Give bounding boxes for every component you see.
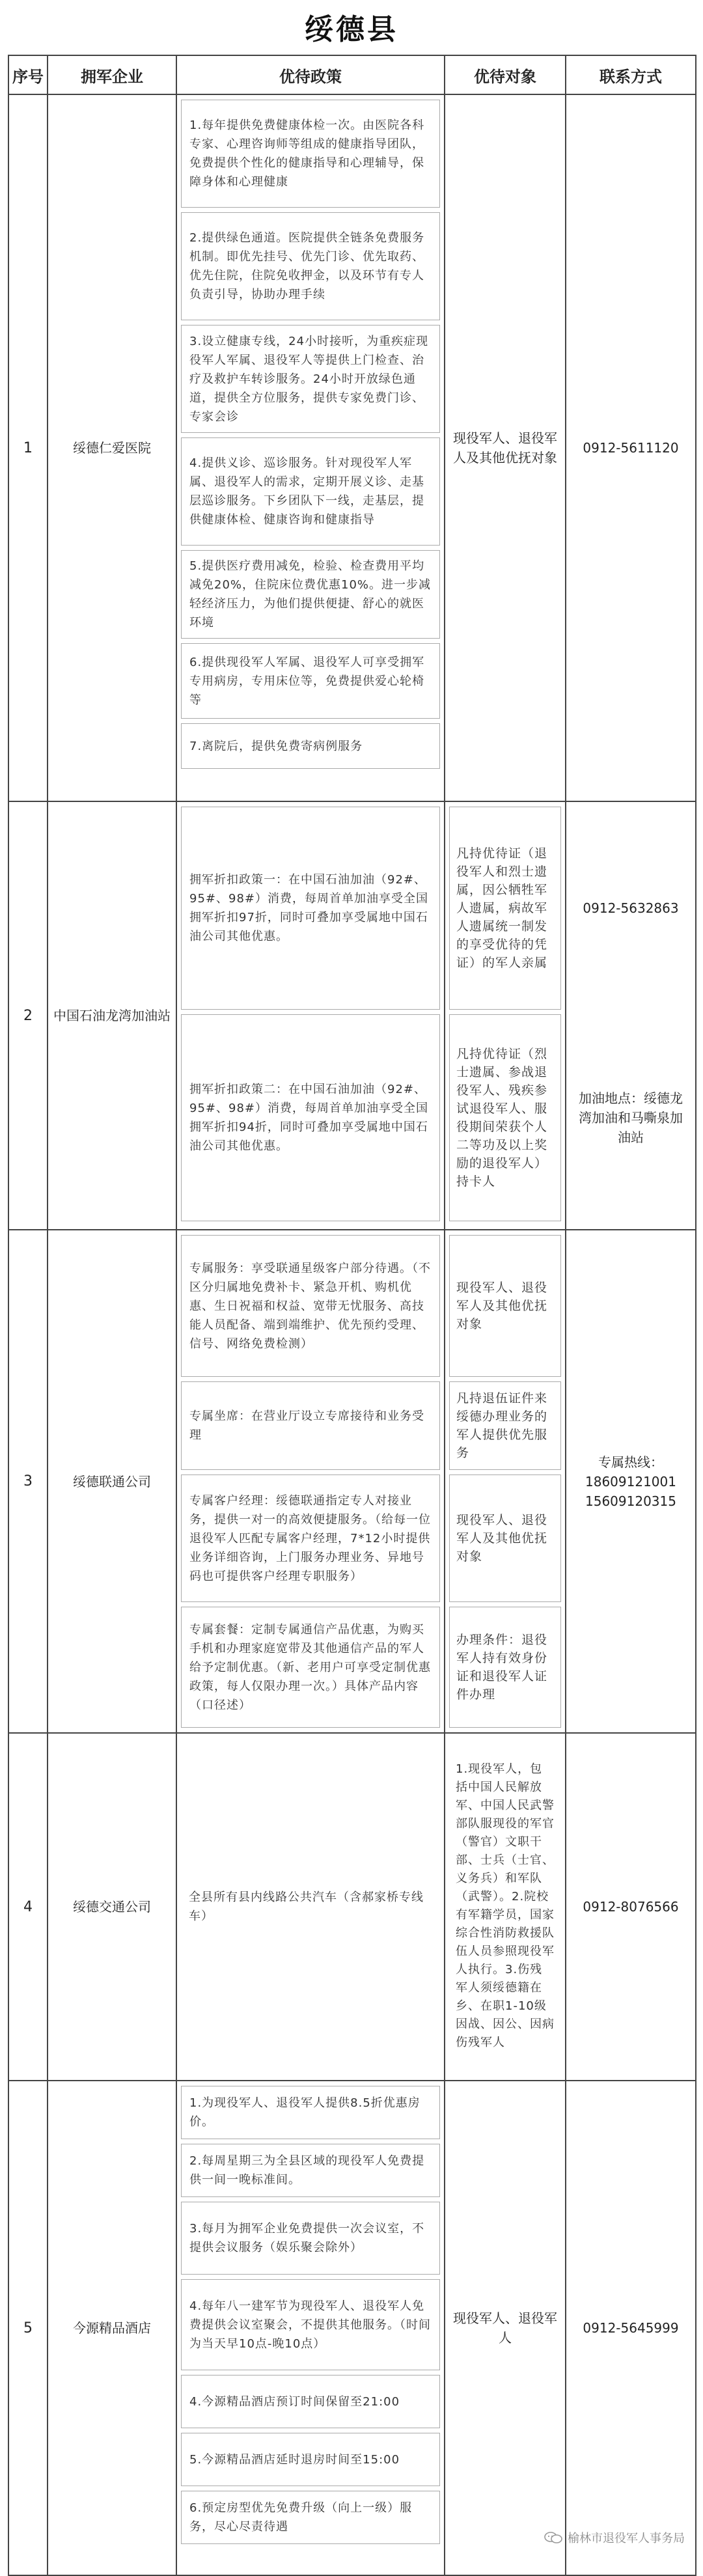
- policy-cell: [176, 801, 445, 1230]
- target-cell: 现役军人、退役军人及其他优抚对象: [445, 94, 566, 801]
- policy-item: 4.每年八一建军节为现役军人、退役军人免费提供会议室聚会，不提供其他服务。（时间为当天早10点-晚10点）: [181, 2279, 440, 2370]
- policy-item: 5.提供医疗费用减免，检验、检查费用平均减免20%，住院床位费优惠10%。进一步减轻经济压力，为他们提供便捷、舒心的就医环境: [181, 550, 440, 639]
- contact-location: 加油地点：绥德龙湾加油和马嘶泉加油站: [579, 1090, 683, 1145]
- policy-cell: [176, 94, 445, 801]
- contact-phone: 0912-5632863: [583, 900, 679, 916]
- table-row: [8, 1230, 696, 1733]
- target-item: 凡持优待证（退役军人和烈士遗属，因公牺牲军人遗属，病故军人遗属统一制发的享受优待的凭证）的军人亲属: [449, 807, 561, 1010]
- header-index: 序号: [8, 55, 48, 94]
- policy-item: 专属坐席：在营业厅设立专席接待和业务受理: [181, 1381, 440, 1470]
- contact-phone: 0912-5645999: [566, 2081, 696, 2575]
- row-index: 1: [8, 94, 48, 801]
- page-title: 绥德县: [305, 13, 398, 46]
- target-cell: 现役军人、退役军人: [445, 2081, 566, 2575]
- company-name: 绥德交通公司: [48, 1733, 176, 2081]
- contact-hotline: 专属热线：18609121001 15609120315: [566, 1230, 696, 1733]
- document-page: [8, 5, 695, 2576]
- policy-cell: [176, 1230, 445, 1733]
- policy-item: 2.提供绿色通道。医院提供全链条免费服务机制。即优先挂号、优先门诊、优先取药、优先住院，住院免收押金，以及环节有专人负责引导，协助办理手续: [181, 212, 440, 320]
- company-name: 今源精品酒店: [48, 2081, 176, 2575]
- policy-item: 1.为现役军人、退役军人提供8.5折优惠房价。: [181, 2086, 440, 2139]
- policy-item: 专属服务：享受联通星级客户部分待遇。（不区分归属地免费补卡、紧急开机、购机优惠、生日祝福和权益、宽带无忧服务、高技能人员配备、端到端维护、优先预约受理、信号、网络免费检测）: [181, 1235, 440, 1377]
- policy-item: 专属客户经理：绥德联通指定专人对接业务，提供一对一的高效便捷服务。（给每一位退役军人匹配专属客户经理，7*12小时提供业务详细咨询，上门服务办理业务、异地号码也可提供客户经理专职服务）: [181, 1475, 440, 1602]
- row-index: 5: [8, 2081, 48, 2575]
- row-index: 2: [8, 801, 48, 1230]
- header-policy: 优待政策: [176, 55, 445, 94]
- table-row: [8, 801, 696, 1230]
- policy-item: 全县所有县内线路公共汽车（含郝家桥专线车）: [189, 1890, 424, 1923]
- row-index: 3: [8, 1230, 48, 1733]
- target-item: 1.现役军人，包括中国人民解放军、中国人民武警部队服现役的军官（警官）文职干部、士兵（士官、义务兵）和军队（武警）。2.院校有军籍学员，国家综合性消防救援队伍人员参照现役军人执行。3.伤残军人须绥德籍在乡、在职1-10级因战、因公、因病伤残军人: [456, 1762, 555, 2049]
- wechat-icon: [544, 2531, 562, 2544]
- header-contact: 联系方式: [566, 55, 696, 94]
- contact-phone: 0912-5611120: [566, 94, 696, 801]
- target-item: 凡持优待证（烈士遗属、参战退役军人、残疾参试退役军人、服役期间荣获个人二等功及以上奖励的退役军人）持卡人: [449, 1014, 561, 1221]
- header-company: 拥军企业: [48, 55, 176, 94]
- company-name: 绥德仁爱医院: [48, 94, 176, 801]
- table-row: [8, 1733, 696, 2081]
- watermark: [544, 2529, 685, 2546]
- table-header-row: [8, 55, 696, 94]
- target-item: 现役军人、退役军人及其他优抚对象: [449, 1475, 561, 1602]
- target-cell: [445, 1733, 566, 2081]
- row-index: 4: [8, 1733, 48, 2081]
- watermark-text: 榆林市退役军人事务局: [568, 2532, 685, 2545]
- policy-item: 拥军折扣政策二：在中国石油加油（92#、95#、98#）消费，每周首单加油享受全国拥军折扣94折，同时可叠加享受属地中国石油公司其他优惠。: [181, 1014, 440, 1221]
- policy-cell: [176, 1733, 445, 2081]
- table-row: [8, 2081, 696, 2575]
- policy-item: 4.今源精品酒店预订时间保留至21:00: [181, 2375, 440, 2428]
- policy-item: 4.提供义诊、巡诊服务。针对现役军人军属、退役军人的需求，定期开展义诊、走基层巡诊服务。下乡团队下一线，走基层，提供健康体检、健康咨询和健康指导: [181, 437, 440, 546]
- contact-cell: [566, 801, 696, 1230]
- benefits-table: [8, 55, 696, 2576]
- target-item: 办理条件：退役军人持有效身份证和退役军人证件办理: [449, 1607, 561, 1728]
- policy-cell: [176, 2081, 445, 2575]
- policy-item: 7.离院后，提供免费寄病例服务: [181, 723, 440, 769]
- policy-item: 专属套餐：定制专属通信产品优惠，为购买手机和办理家庭宽带及其他通信产品的军人给予定制优惠。（新、老用户可享受定制优惠政策，每人仅限办理一次。）具体产品内容（口径述）: [181, 1607, 440, 1728]
- policy-item: 2.每周星期三为全县区域的现役军人免费提供一间一晚标准间。: [181, 2144, 440, 2197]
- target-cell: [445, 801, 566, 1230]
- company-name: 中国石油龙湾加油站: [48, 801, 176, 1230]
- policy-item: 1.每年提供免费健康体检一次。由医院各科专家、心理咨询师等组成的健康指导团队，免费提供个性化的健康指导和心理辅导，保障身体和心理健康: [181, 100, 440, 208]
- policy-item: 3.设立健康专线，24小时接听，为重疾症现役军人军属、退役军人等提供上门检查、治疗及救护车转诊服务。24小时开放绿色通道，提供全方位服务，提供专家免费门诊、专家会诊: [181, 325, 440, 433]
- policy-item: 6.提供现役军人军属、退役军人可享受拥军专用病房，专用床位等，免费提供爱心轮椅等: [181, 643, 440, 719]
- company-name: 绥德联通公司: [48, 1230, 176, 1733]
- policy-item: 6.预定房型优先免费升级（向上一级）服务，尽心尽责待遇: [181, 2491, 440, 2544]
- target-item: 凡持退伍证件来绥德办理业务的军人提供优先服务: [449, 1381, 561, 1470]
- policy-item: 5.今源精品酒店延时退房时间至15:00: [181, 2433, 440, 2486]
- table-row: [8, 94, 696, 801]
- contact-phone: 0912-8076566: [566, 1733, 696, 2081]
- policy-item: 3.每月为拥军企业免费提供一次会议室，不提供会议服务（娱乐聚会除外）: [181, 2202, 440, 2275]
- policy-item: 拥军折扣政策一：在中国石油加油（92#、95#、98#）消费，每周首单加油享受全国拥军折扣97折，同时可叠加享受属地中国石油公司其他优惠。: [181, 807, 440, 1010]
- target-item: 现役军人、退役军人及其他优抚对象: [449, 1235, 561, 1377]
- header-target: 优待对象: [445, 55, 566, 94]
- target-cell: [445, 1230, 566, 1733]
